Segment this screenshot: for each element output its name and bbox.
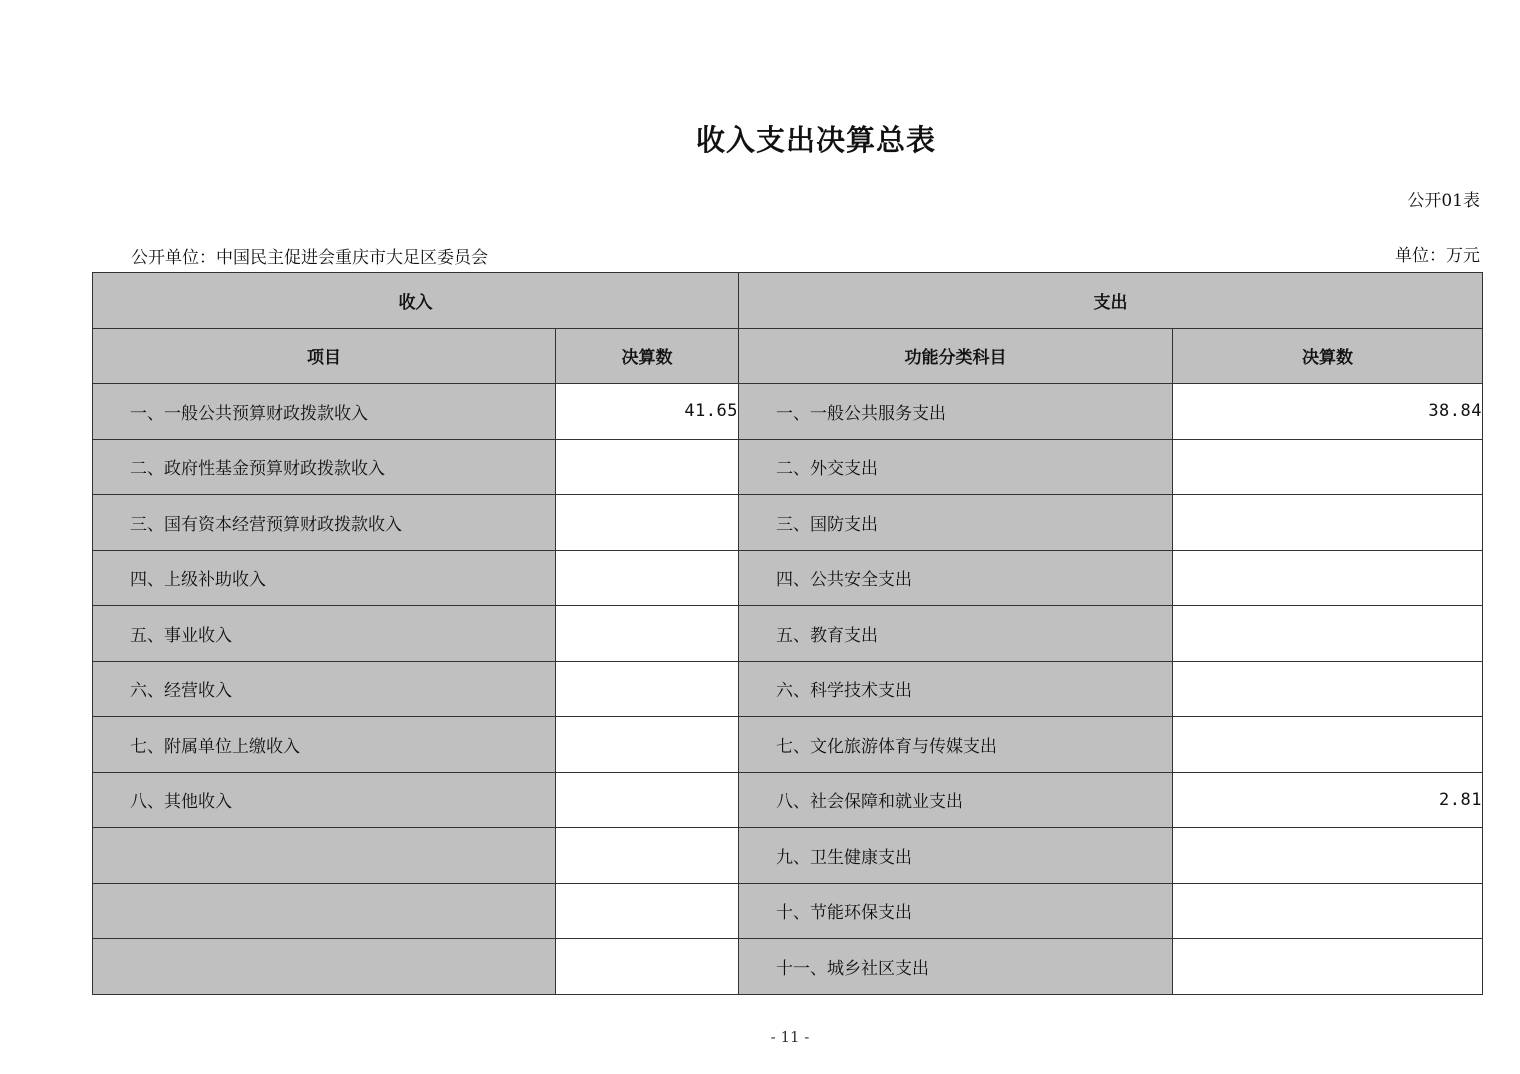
table-row	[93, 550, 1483, 606]
income-item-cell: 五、事业收入	[93, 606, 556, 662]
income-item-cell: 八、其他收入	[93, 772, 556, 828]
income-item-cell: 七、附属单位上缴收入	[93, 717, 556, 773]
income-value-cell	[556, 828, 739, 884]
income-value-cell	[556, 717, 739, 773]
expense-item-cell: 十、节能环保支出	[739, 883, 1173, 939]
expense-item-cell: 六、科学技术支出	[739, 661, 1173, 717]
function-category-column-header: 功能分类科目	[739, 328, 1173, 384]
expense-value-cell: 38.84	[1173, 384, 1483, 440]
income-amount-column-header: 决算数	[556, 328, 739, 384]
expense-value-cell	[1173, 828, 1483, 884]
income-value-cell	[556, 550, 739, 606]
expense-value-cell	[1173, 717, 1483, 773]
income-item-cell: 二、政府性基金预算财政拨款收入	[93, 439, 556, 495]
expense-value-cell	[1173, 439, 1483, 495]
table-row	[93, 439, 1483, 495]
table-row	[93, 661, 1483, 717]
expense-section-header: 支出	[739, 273, 1483, 329]
income-item-cell: 三、国有资本经营预算财政拨款收入	[93, 495, 556, 551]
page-number: - 11 -	[770, 1028, 810, 1046]
income-item-cell	[93, 939, 556, 995]
expense-item-cell: 二、外交支出	[739, 439, 1173, 495]
income-item-cell: 四、上级补助收入	[93, 550, 556, 606]
page-title: 收入支出决算总表	[695, 123, 936, 157]
table-row	[93, 495, 1483, 551]
item-column-header: 项目	[93, 328, 556, 384]
income-item-cell: 六、经营收入	[93, 661, 556, 717]
expense-amount-column-header: 决算数	[1173, 328, 1483, 384]
expense-item-cell: 一、一般公共服务支出	[739, 384, 1173, 440]
income-value-cell	[556, 772, 739, 828]
expense-item-cell: 五、教育支出	[739, 606, 1173, 662]
expense-item-cell: 九、卫生健康支出	[739, 828, 1173, 884]
header-row-columns	[93, 328, 1483, 384]
expense-value-cell	[1173, 939, 1483, 995]
currency-unit: 单位：万元	[1395, 246, 1480, 266]
table-row	[93, 828, 1483, 884]
table-row	[93, 717, 1483, 773]
table-row	[93, 772, 1483, 828]
income-item-cell: 一、一般公共预算财政拨款收入	[93, 384, 556, 440]
income-expense-table	[92, 272, 1483, 995]
income-value-cell	[556, 883, 739, 939]
header-row-sections	[93, 273, 1483, 329]
income-value-cell	[556, 661, 739, 717]
income-value-cell: 41.65	[556, 384, 739, 440]
expense-value-cell	[1173, 883, 1483, 939]
expense-item-cell: 三、国防支出	[739, 495, 1173, 551]
table-row	[93, 606, 1483, 662]
expense-item-cell: 十一、城乡社区支出	[739, 939, 1173, 995]
expense-value-cell	[1173, 495, 1483, 551]
expense-item-cell: 八、社会保障和就业支出	[739, 772, 1173, 828]
table-row	[93, 384, 1483, 440]
income-value-cell	[556, 606, 739, 662]
expense-item-cell: 七、文化旅游体育与传媒支出	[739, 717, 1173, 773]
reporting-organization: 公开单位：中国民主促进会重庆市大足区委员会	[131, 248, 488, 268]
income-item-cell	[93, 883, 556, 939]
expense-item-cell: 四、公共安全支出	[739, 550, 1173, 606]
income-section-header: 收入	[93, 273, 739, 329]
expense-value-cell	[1173, 550, 1483, 606]
income-value-cell	[556, 439, 739, 495]
income-item-cell	[93, 828, 556, 884]
income-value-cell	[556, 939, 739, 995]
expense-value-cell	[1173, 661, 1483, 717]
expense-value-cell	[1173, 606, 1483, 662]
expense-value-cell: 2.81	[1173, 772, 1483, 828]
table-row	[93, 939, 1483, 995]
form-number: 公开01表	[1407, 191, 1480, 211]
table-row	[93, 883, 1483, 939]
income-value-cell	[556, 495, 739, 551]
